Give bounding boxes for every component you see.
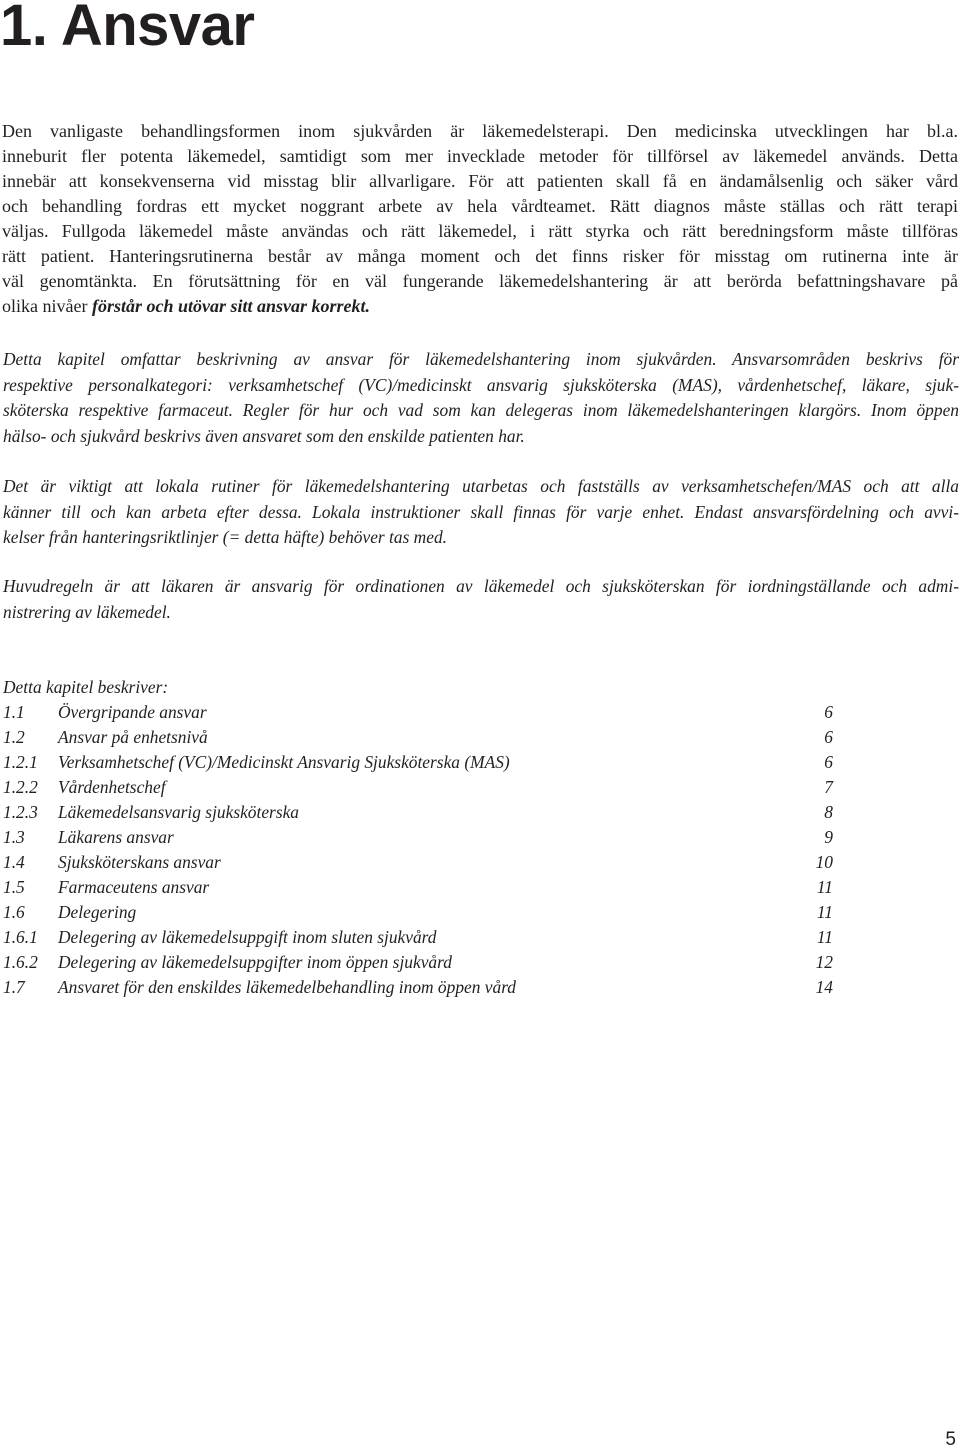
table-of-contents [3, 675, 843, 1000]
intro-line [2, 294, 960, 319]
toc-item-title: Vårdenhetschef [58, 777, 166, 797]
intro-paragraph [2, 119, 960, 319]
toc-item-page: 11 [816, 927, 833, 947]
chapter-heading: 1. Ansvar [0, 0, 255, 58]
chapter-description-line: respektive personalkategori: verksamhetschef (VC)/medicinskt ansvarig sjuksköterska (MAS), vårdenhetschef, läkare, sjuk- [3, 374, 959, 395]
toc-item-page: 8 [824, 802, 833, 822]
toc-item [3, 700, 843, 725]
intro-line: väljas. Fullgoda läkemedel måste användas och rätt läkemedel, i rätt styrka och rätt beredningsform måste tillföras [2, 221, 958, 241]
chapter-description-paragraph [3, 347, 959, 449]
intro-line: Den vanligaste behandlingsformen inom sjukvården är läkemedelsterapi. Den medicinska utvecklingen har bl.a. [2, 121, 958, 141]
page-number: 5 [945, 1429, 956, 1450]
chapter-description-line: sköterska respektive farmaceut. Regler för hur och vad som kan delegeras inom läkemedelshanteringen klargörs. Inom öppen [3, 400, 959, 420]
toc-item-number: 1.4 [3, 852, 25, 872]
toc-item-title: Farmaceutens ansvar [58, 877, 210, 897]
intro-emphasis: förstår och utövar sitt ansvar korrekt. [91, 296, 371, 316]
toc-item-number: 1.2.3 [3, 802, 38, 822]
toc-item-title: Läkarens ansvar [58, 827, 174, 847]
local-routines-paragraph [3, 474, 959, 551]
toc-item [3, 975, 843, 1000]
toc-item-page: 11 [816, 902, 833, 922]
toc-item-title: Delegering av läkemedelsuppgifter inom öppen sjukvård [58, 952, 452, 972]
toc-item [3, 800, 843, 825]
toc-item-number: 1.6.2 [3, 952, 38, 972]
toc-item-page: 6 [824, 727, 833, 747]
toc-item-title: Verksamhetschef (VC)/Medicinskt Ansvarig Sjuksköterska (MAS) [58, 752, 510, 772]
toc-item [3, 850, 843, 875]
toc-item [3, 925, 843, 950]
toc-item-number: 1.6 [3, 902, 25, 922]
intro-line: innebär att konsekvenserna vid misstag blir allvarligare. För att patienten skall få en ändamålsenlig och säker vård [2, 171, 958, 191]
toc-item-title: Läkemedelsansvarig sjuksköterska [58, 802, 300, 822]
main-rule-line: nistrering av läkemedel. [3, 601, 171, 622]
toc-item-number: 1.3 [3, 827, 25, 847]
toc-item [3, 725, 843, 750]
local-routines-line: känner till och kan arbeta efter dessa. Lokala instruktioner skall finnas för varje enhet. Endast ansvarsfördelning och avvi- [3, 501, 959, 522]
toc-item [3, 775, 843, 800]
intro-last-line-text: olika nivåer [2, 296, 92, 316]
toc-item-title: Sjuksköterskans ansvar [58, 852, 221, 872]
local-routines-line: Det är viktigt att lokala rutiner för läkemedelshantering utarbetas och fastställs av verksamhetschefen/MAS och att alla [3, 476, 959, 496]
toc-item-page: 9 [824, 827, 833, 847]
local-routines-line: kelser från hanteringsriktlinjer (= detta häfte) behöver tas med. [3, 527, 448, 547]
toc-item-number: 1.2 [3, 727, 25, 747]
toc-item-title: Delegering av läkemedelsuppgift inom sluten sjukvård [58, 927, 437, 947]
main-rule-line: Huvudregeln är att läkaren är ansvarig för ordinationen av läkemedel och sjuksköterskan för iordningställande och admi- [3, 576, 959, 596]
chapter-description-line: hälso- och sjukvård beskrivs även ansvaret som den enskilde patienten har. [3, 425, 525, 446]
toc-item-title: Ansvar på enhetsnivå [58, 727, 208, 747]
toc-item-page: 7 [824, 777, 833, 797]
intro-line: rätt patient. Hanteringsrutinerna består av många moment och det finns risker för misstag om rutinerna inte är [2, 246, 958, 266]
toc-item-title: Övergripande ansvar [58, 702, 207, 722]
toc-item-page: 10 [815, 852, 833, 872]
toc-item-number: 1.2.2 [3, 777, 38, 797]
main-rule-paragraph [3, 574, 959, 625]
toc-intro [3, 675, 843, 700]
intro-line: och behandling fordras ett mycket noggrant arbete av hela vårdteamet. Rätt diagnos måste ställas och rätt terapi [2, 196, 958, 216]
toc-item-title: Ansvaret för den enskildes läkemedelbehandling inom öppen vård [58, 977, 517, 997]
toc-item-number: 1.7 [3, 977, 25, 997]
toc-item-page: 6 [824, 702, 833, 722]
toc-item-number: 1.6.1 [3, 927, 38, 947]
toc-item-page: 6 [824, 752, 833, 772]
toc-item [3, 875, 843, 900]
toc-item-title: Delegering [58, 902, 137, 922]
toc-item-page: 11 [816, 877, 833, 897]
toc-item [3, 750, 843, 775]
intro-line: väl genomtänkta. En förutsättning för en väl fungerande läkemedelshantering är att berörda befattningshavare på [2, 271, 958, 291]
toc-item-page: 12 [815, 952, 833, 972]
toc-item [3, 900, 843, 925]
toc-item-number: 1.2.1 [3, 752, 38, 772]
toc-item-page: 14 [815, 977, 833, 997]
intro-line: inneburit fler potenta läkemedel, samtidigt som mer invecklade metoder för tillförsel av läkemedel används. Detta [2, 146, 958, 166]
toc-item-number: 1.1 [3, 702, 25, 722]
toc-item [3, 825, 843, 850]
chapter-description-line: Detta kapitel omfattar beskrivning av ansvar för läkemedelshantering inom sjukvården. Ansvarsområden beskrivs för [3, 349, 959, 369]
toc-item-number: 1.5 [3, 877, 25, 897]
toc-intro-text: Detta kapitel beskriver: [3, 677, 169, 697]
toc-item [3, 950, 843, 975]
